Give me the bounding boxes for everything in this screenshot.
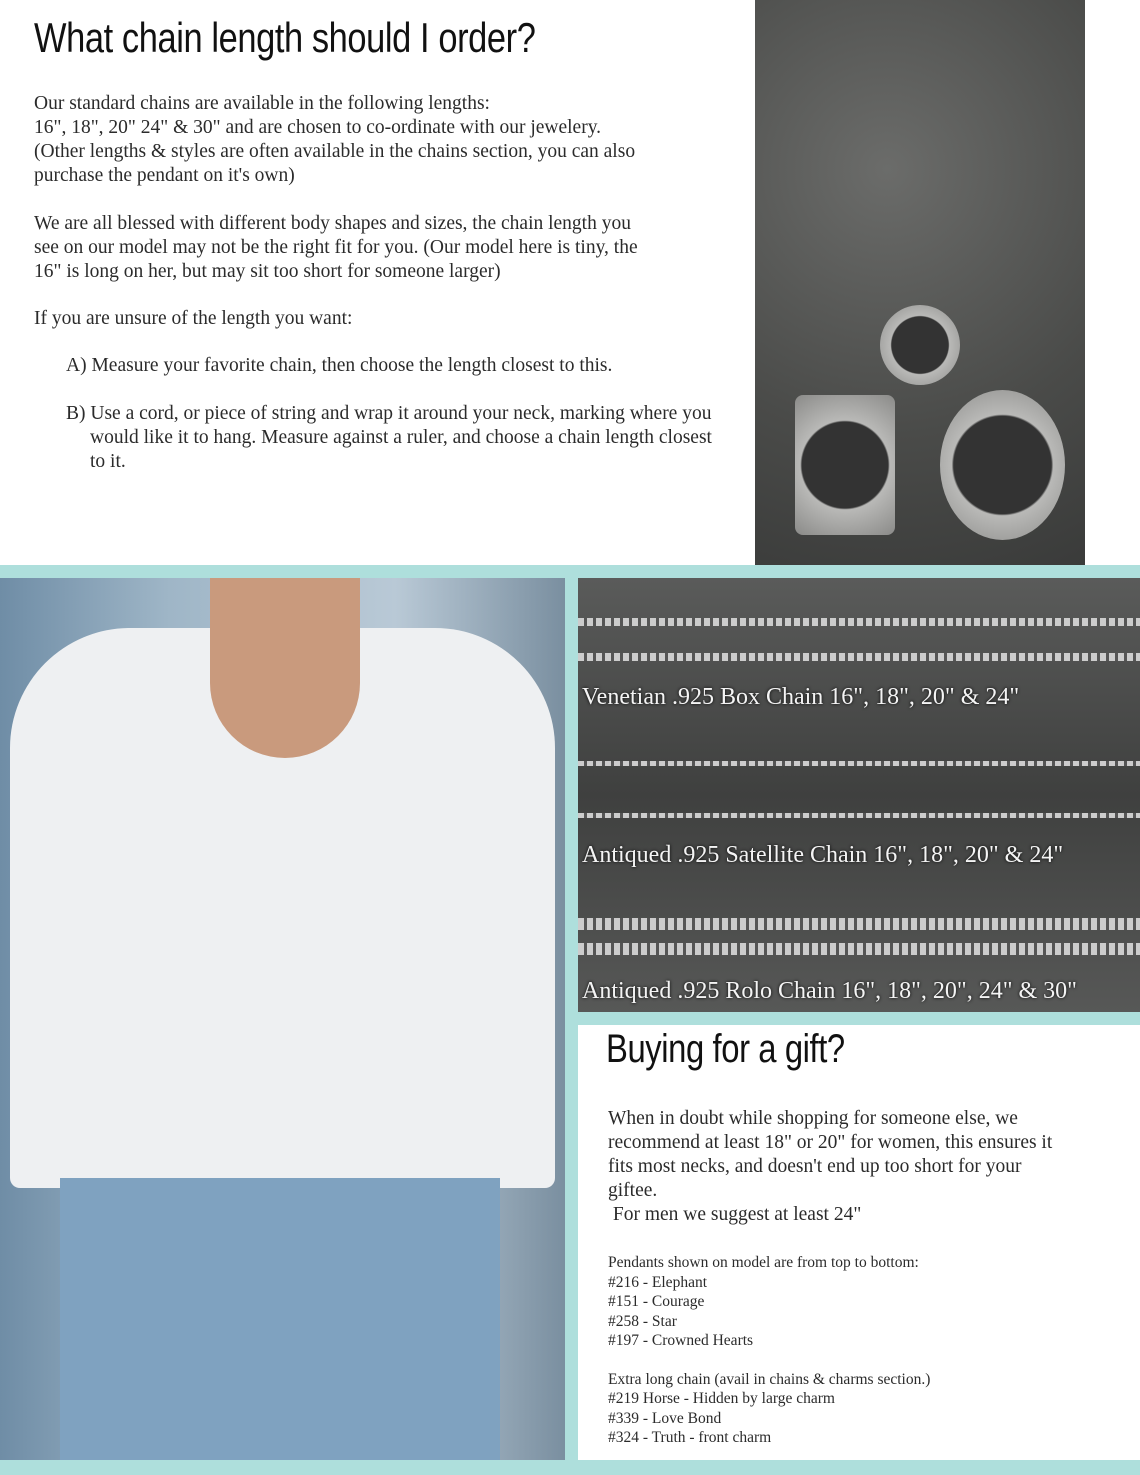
- pendants-photo: [755, 0, 1085, 565]
- chain-label-rolo: Antiqued .925 Rolo Chain 16", 18", 20", 24" & 30": [582, 978, 1077, 1004]
- page-title: What chain length should I order?: [34, 14, 536, 61]
- list-item: #258 - Star: [608, 1312, 677, 1330]
- extra-heading: Extra long chain (avail in chains & charms section.): [608, 1370, 931, 1388]
- chain-label-box: Venetian .925 Box Chain 16", 18", 20" & 24": [582, 684, 1020, 710]
- list-item: #197 - Crowned Hearts: [608, 1332, 754, 1349]
- chains-photo: [578, 578, 1140, 1012]
- text-line: Our standard chains are available in the following lengths:: [34, 93, 490, 114]
- intro-paragraph: [34, 92, 714, 188]
- text-line: recommend at least 18" or 20" for women, this ensures it: [608, 1132, 1053, 1153]
- gift-section: [578, 1025, 1140, 1460]
- box-chain: [578, 653, 1140, 661]
- anchor-pendant: [940, 390, 1065, 540]
- body-shape-paragraph: [34, 212, 714, 284]
- rolo-chain: [578, 918, 1140, 930]
- feather-pendant: [880, 305, 960, 385]
- model-neck: [210, 578, 360, 758]
- pendants-heading: Pendants shown on model are from top to bottom:: [608, 1254, 919, 1271]
- list-item: #219 Horse - Hidden by large charm: [608, 1390, 835, 1407]
- list-item: #151 - Courage: [608, 1293, 705, 1310]
- list-item: #324 - Truth - front charm: [608, 1429, 772, 1446]
- gift-paragraph: [608, 1107, 1108, 1227]
- text-line: fits most necks, and doesn't end up too short for your: [608, 1156, 1022, 1177]
- option-a: A) Measure your favorite chain, then choose the length closest to this.: [66, 355, 613, 376]
- text-line: For men we suggest at least 24": [608, 1204, 862, 1225]
- text-line: see on our model may not be the right fit for you. (Our model here is tiny, the: [34, 237, 638, 258]
- text-line: purchase the pendant on it's own): [34, 165, 295, 186]
- satellite-chain: [578, 761, 1140, 766]
- text-line: 16", 18", 20" 24" & 30" and are chosen to co-ordinate with our jewelery.: [34, 117, 602, 138]
- satellite-chain: [578, 813, 1140, 818]
- crest-pendant: [795, 395, 895, 535]
- box-chain: [578, 618, 1140, 626]
- pendant-list: [608, 1253, 1108, 1448]
- text-line: We are all blessed with different body shapes and sizes, the chain length you: [34, 213, 631, 234]
- gift-title: Buying for a gift?: [606, 1027, 845, 1071]
- unsure-paragraph: If you are unsure of the length you want:: [34, 308, 353, 329]
- text-line: When in doubt while shopping for someone else, we: [608, 1108, 1018, 1129]
- jeans: [60, 1178, 500, 1460]
- text-line: giftee.: [608, 1180, 658, 1201]
- text-line: 16" is long on her, but may sit too short for someone larger): [34, 261, 501, 282]
- option-b: B) Use a cord, or piece of string and wrap it around your neck, marking where you would like it to hang. Measure against a ruler, and choose a chain length closest to it.: [66, 403, 712, 472]
- rolo-chain: [578, 943, 1140, 955]
- chain-label-satellite: Antiqued .925 Satellite Chain 16", 18", 20" & 24": [582, 842, 1064, 868]
- list-item: #339 - Love Bond: [608, 1409, 722, 1427]
- list-item: #216 - Elephant: [608, 1273, 708, 1291]
- text-line: (Other lengths & styles are often available in the chains section, you can also: [34, 141, 636, 162]
- model-photo: [0, 578, 565, 1460]
